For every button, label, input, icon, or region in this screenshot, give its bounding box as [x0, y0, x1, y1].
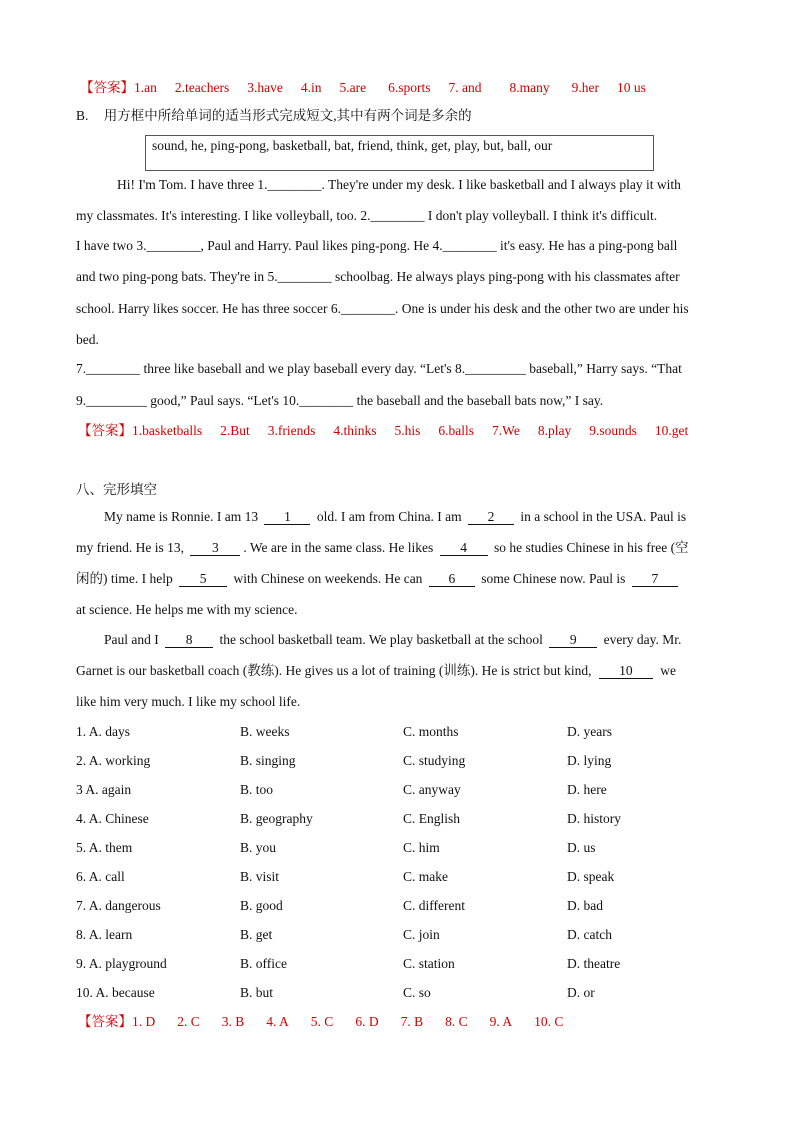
option: B. visit — [240, 869, 280, 884]
option: D. lying — [567, 753, 612, 768]
answer-item: 4.in — [300, 80, 322, 95]
answer-item: 9.her — [571, 80, 599, 95]
option: B. singing — [240, 753, 296, 768]
cloze-line — [76, 662, 676, 680]
option: 9. A. playground — [76, 956, 167, 971]
section-a-answer — [80, 79, 646, 97]
answer-item: 2. C — [177, 1014, 200, 1029]
answer-item: 3. B — [221, 1014, 245, 1029]
option: C. English — [403, 811, 461, 826]
option: C. different — [403, 898, 465, 913]
answer-item: 5.his — [394, 423, 421, 438]
option: 2. A. working — [76, 753, 151, 768]
cloze-line — [76, 539, 689, 557]
cloze-blank: 3 — [190, 540, 240, 556]
section-b-instruction: 用方框中所给单词的适当形式完成短文,其中有两个词是多余的 — [103, 108, 472, 123]
section-b-label: B. — [76, 108, 89, 123]
option: B. office — [240, 956, 287, 971]
word-box — [145, 135, 654, 171]
option: 5. A. them — [76, 840, 133, 855]
cloze-line — [104, 508, 686, 526]
cloze-line — [104, 631, 681, 649]
option: D. here — [567, 782, 607, 797]
option: D. us — [567, 840, 596, 855]
cloze-text: with Chinese on weekends. He can — [230, 571, 426, 586]
answer-item: 8.many — [509, 80, 550, 95]
cloze-text: so he studies Chinese in his free (空 — [490, 540, 689, 555]
option: C. make — [403, 869, 448, 884]
answer-item: 1.an — [134, 80, 157, 95]
option: C. join — [403, 927, 440, 942]
option: 3 A. again — [76, 782, 132, 797]
passage-line: I have two 3.________, Paul and Harry. Paul likes ping-pong. He 4.________ it's easy. He has a ping-pong ball — [76, 238, 678, 253]
answer-item: 8. C — [445, 1014, 468, 1029]
answer-item: 7. B — [400, 1014, 424, 1029]
answer-item: 4.thinks — [333, 423, 377, 438]
answer-item: 3.have — [247, 80, 283, 95]
answer-item: 9. A — [489, 1014, 513, 1029]
answer-item: 2.But — [220, 423, 250, 438]
option: 8. A. learn — [76, 927, 133, 942]
answer-item: 6. D — [355, 1014, 379, 1029]
option: D. or — [567, 985, 595, 1000]
option: 10. A. because — [76, 985, 155, 1000]
answer-item: 2.teachers — [174, 80, 230, 95]
answer-tag: 【答案】 — [78, 1014, 132, 1029]
cloze-blank: 5 — [179, 571, 227, 587]
option: C. station — [403, 956, 455, 971]
option: D. theatre — [567, 956, 621, 971]
passage-line: 9._________ good,” Paul says. “Let's 10.________ the baseball and the baseball bats now,” I say. — [76, 393, 604, 408]
cloze-text: Paul and I — [104, 632, 163, 647]
cloze-blank: 6 — [429, 571, 475, 587]
section-heading: 八、完形填空 — [76, 482, 157, 497]
option: B. get — [240, 927, 273, 942]
option: 6. A. call — [76, 869, 125, 884]
answer-item: 5. C — [310, 1014, 334, 1029]
word-box-text: sound, he, ping-pong, basketball, bat, friend, think, get, play, but, ball, our — [152, 138, 553, 153]
option: 4. A. Chinese — [76, 811, 149, 826]
answer-item: 6.sports — [388, 80, 431, 95]
option: D. speak — [567, 869, 615, 884]
section-b-heading — [76, 107, 472, 125]
answer-item: 8.play — [537, 423, 572, 438]
option: D. history — [567, 811, 621, 826]
cloze-text: . We are in the same class. He likes — [243, 540, 437, 555]
option: B. good — [240, 898, 283, 913]
option: C. so — [403, 985, 431, 1000]
answer-item: 7.We — [492, 423, 520, 438]
option: B. too — [240, 782, 274, 797]
passage-line: school. Harry likes soccer. He has three soccer 6.________. One is under his desk and the other two are under his — [76, 301, 689, 316]
section-b-answer — [78, 422, 688, 440]
option: 7. A. dangerous — [76, 898, 161, 913]
answer-item: 1. D — [132, 1014, 156, 1029]
cloze-blank: 1 — [264, 509, 310, 525]
cloze-text: we — [656, 663, 677, 678]
option: C. him — [403, 840, 440, 855]
answer-item: 4. A — [266, 1014, 289, 1029]
option: C. anyway — [403, 782, 461, 797]
option: B. weeks — [240, 724, 290, 739]
option: B. geography — [240, 811, 313, 826]
cloze-text: every day. Mr. — [600, 632, 682, 647]
cloze-blank: 9 — [549, 632, 597, 648]
cloze-text: my friend. He is 13, — [76, 540, 188, 555]
option: 1. A. days — [76, 724, 130, 739]
answer-item: 10 us — [616, 80, 646, 95]
cloze-blank: 2 — [468, 509, 514, 525]
option: D. years — [567, 724, 612, 739]
answer-item: 10.get — [654, 423, 689, 438]
cloze-text: the school basketball team. We play basketball at the school — [216, 632, 547, 647]
passage-line: my classmates. It's interesting. I like volleyball, too. 2.________ I don't play volleyball. I think it's difficult. — [76, 208, 658, 223]
cloze-text: in a school in the USA. Paul is — [516, 509, 687, 524]
cloze-text: 闲的) time. I help — [76, 571, 177, 586]
cloze-answer — [78, 1013, 563, 1031]
cloze-text: old. I am from China. I am — [313, 509, 465, 524]
cloze-blank: 7 — [632, 571, 678, 587]
passage-line: bed. — [76, 332, 99, 347]
passage-line: and two ping-pong bats. They're in 5.________ schoolbag. He always plays ping-pong with his classmates after — [76, 269, 680, 284]
answer-tag: 【答案】 — [80, 80, 134, 95]
cloze-blank: 8 — [165, 632, 213, 648]
option: D. catch — [567, 927, 612, 942]
cloze-text: some Chinese now. Paul is — [477, 571, 629, 586]
cloze-line: at science. He helps me with my science. — [76, 602, 298, 617]
answer-tag: 【答案】 — [78, 423, 132, 438]
option: C. studying — [403, 753, 466, 768]
answer-item: 10. C — [534, 1014, 564, 1029]
cloze-line — [76, 570, 681, 588]
option: C. months — [403, 724, 459, 739]
answer-item: 1.basketballs — [132, 423, 203, 438]
answer-item: 5.are — [339, 80, 367, 95]
answer-item: 6.balls — [438, 423, 475, 438]
answer-item: 7. and — [448, 80, 482, 95]
answer-item: 9.sounds — [589, 423, 637, 438]
option: D. bad — [567, 898, 603, 913]
cloze-text: Garnet is our basketball coach (教练). He gives us a lot of training (训练). He is strict but kind, — [76, 663, 595, 678]
option: B. you — [240, 840, 277, 855]
answer-item: 3.friends — [267, 423, 316, 438]
passage-line: Hi! I'm Tom. I have three 1.________. They're under my desk. I like basketball and I always play it with — [117, 177, 681, 192]
passage-line: 7.________ three like baseball and we play baseball every day. “Let's 8._________ baseball,” Harry says. “That — [76, 361, 682, 376]
cloze-text: My name is Ronnie. I am 13 — [104, 509, 262, 524]
cloze-line: like him very much. I like my school life. — [76, 694, 301, 709]
cloze-blank: 4 — [440, 540, 488, 556]
cloze-blank: 10 — [599, 663, 653, 679]
option: B. but — [240, 985, 274, 1000]
